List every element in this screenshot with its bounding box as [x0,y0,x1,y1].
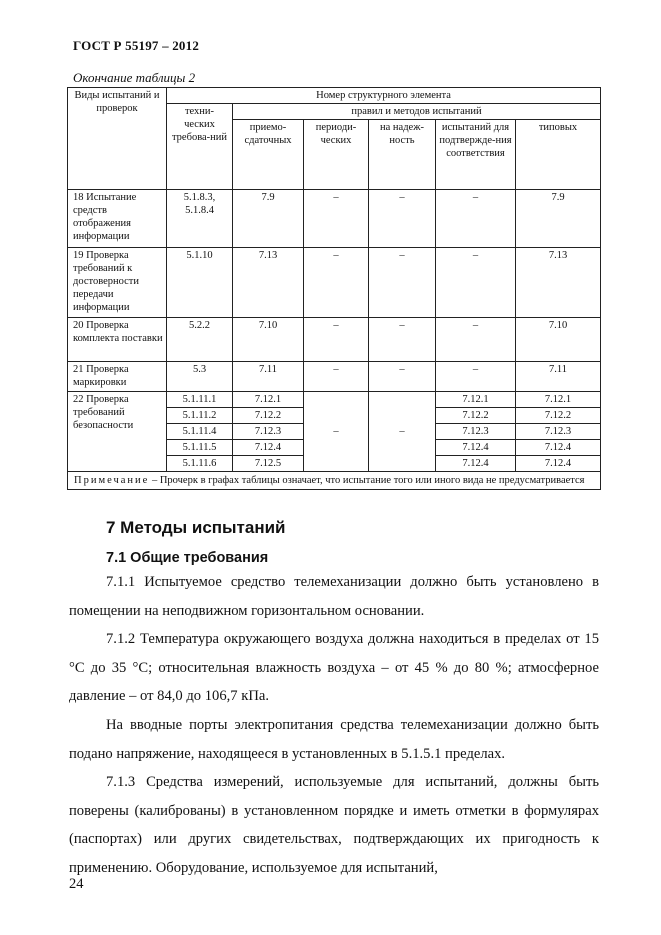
header-periodic: периоди-ческих [304,120,369,190]
cell-acceptance: 7.13 [233,248,304,318]
cell-periodic: – [304,392,369,472]
cell-conformity: – [436,248,516,318]
note-label: Примечание [74,475,150,486]
cell-reliability: – [369,248,436,318]
cell-conformity: 7.12.4 [436,456,516,472]
header-rules-methods: правил и методов испытаний [233,104,601,120]
table-note-row [68,472,601,490]
cell-tech: 5.2.2 [167,318,233,362]
body-text [69,568,599,883]
cell-conformity: 7.12.3 [436,424,516,440]
cell-conformity: 7.12.1 [436,392,516,408]
document-header: ГОСТ Р 55197 – 2012 [73,38,200,53]
cell-acceptance: 7.10 [233,318,304,362]
paragraph: 7.1.1 Испытуемое средство телемеханизации должно быть установлено в помещении на неподвижном горизонтальном основании. [69,574,599,619]
cell-acceptance: 7.12.1 [233,392,304,408]
cell-tech: 5.1.11.5 [167,440,233,456]
cell-acceptance: 7.12.3 [233,424,304,440]
page-number: 24 [69,876,84,892]
cell-conformity: 7.12.4 [436,440,516,456]
cell-periodic: – [304,318,369,362]
paragraph: На вводные порты электропитания средства телемеханизации должно быть подано напряжение, находящееся в установленных в 5.1.5.1 пределах. [69,716,599,762]
table-row [68,362,601,392]
cell-acceptance: 7.12.4 [233,440,304,456]
cell-type: 7.12.4 [516,456,601,472]
cell-type: 7.12.1 [516,392,601,408]
tests-table [67,87,601,490]
row-name: 19 Проверка требований к достоверности передачи информации [68,248,167,318]
cell-reliability: – [369,190,436,248]
header-reliability: на надеж-ность [369,120,436,190]
cell-type: 7.12.4 [516,440,601,456]
cell-tech: 5.1.11.1 [167,392,233,408]
cell-tech: 5.1.11.6 [167,456,233,472]
cell-acceptance: 7.9 [233,190,304,248]
cell-conformity: – [436,190,516,248]
cell-acceptance: 7.12.2 [233,408,304,424]
header-element-number: Номер структурного элемента [167,88,601,104]
table-caption: Окончание таблицы 2 [73,70,196,85]
cell-acceptance: 7.11 [233,362,304,392]
cell-tech: 5.1.10 [167,248,233,318]
cell-acceptance: 7.12.5 [233,456,304,472]
header-acceptance: приемо-сдаточных [233,120,304,190]
row-name: 18 Испытание средств отображения информации [68,190,167,248]
cell-type: 7.10 [516,318,601,362]
table-row [68,190,601,248]
cell-periodic: – [304,190,369,248]
header-conformity: испытаний для подтвержде-ния соответствия [436,120,516,190]
paragraph: 7.1.3 Средства измерений, используемые для испытаний, должны быть поверены (калиброваны) в установленном порядке и иметь отметки в формулярах (паспортах) или других свидетельствах, подтверждающих их пригодность к применению. Оборудование, используемое для испытаний, [69,774,599,876]
cell-reliability: – [369,362,436,392]
cell-type: 7.9 [516,190,601,248]
section-heading: 7 Методы испытаний [106,518,286,537]
note-text: – Прочерк в графах таблицы означает, что испытание того или иного вида не предусматривается [149,475,585,486]
table-row [68,318,601,362]
header-type-tests: типовых [516,120,601,190]
table-row [68,392,601,408]
cell-type: 7.11 [516,362,601,392]
row-name: 20 Проверка комплекта поставки [68,318,167,362]
table-note [68,472,601,490]
header-technical-requirements: техни-ческих требова-ний [167,104,233,190]
cell-tech: 5.1.11.4 [167,424,233,440]
row-name: 22 Проверка требований безопасности [68,392,167,472]
cell-periodic: – [304,248,369,318]
cell-tech: 5.1.11.2 [167,408,233,424]
cell-reliability: – [369,392,436,472]
cell-type: 7.12.2 [516,408,601,424]
cell-conformity: 7.12.2 [436,408,516,424]
cell-periodic: – [304,362,369,392]
paragraph: 7.1.2 Температура окружающего воздуха должна находиться в пределах от 15 °C до 35 °C; относительная влажность воздуха – от 45 % до 80 %; атмосферное давление – от 84,0 до 106,7 кПа. [69,631,599,705]
cell-reliability: – [369,318,436,362]
cell-tech: 5.1.8.3, 5.1.8.4 [167,190,233,248]
cell-type: 7.12.3 [516,424,601,440]
cell-conformity: – [436,318,516,362]
cell-type: 7.13 [516,248,601,318]
header-test-types: Виды испытаний и проверок [68,88,167,190]
table-row [68,248,601,318]
row-name: 21 Проверка маркировки [68,362,167,392]
cell-conformity: – [436,362,516,392]
subsection-heading: 7.1 Общие требования [106,550,269,566]
cell-tech: 5.3 [167,362,233,392]
